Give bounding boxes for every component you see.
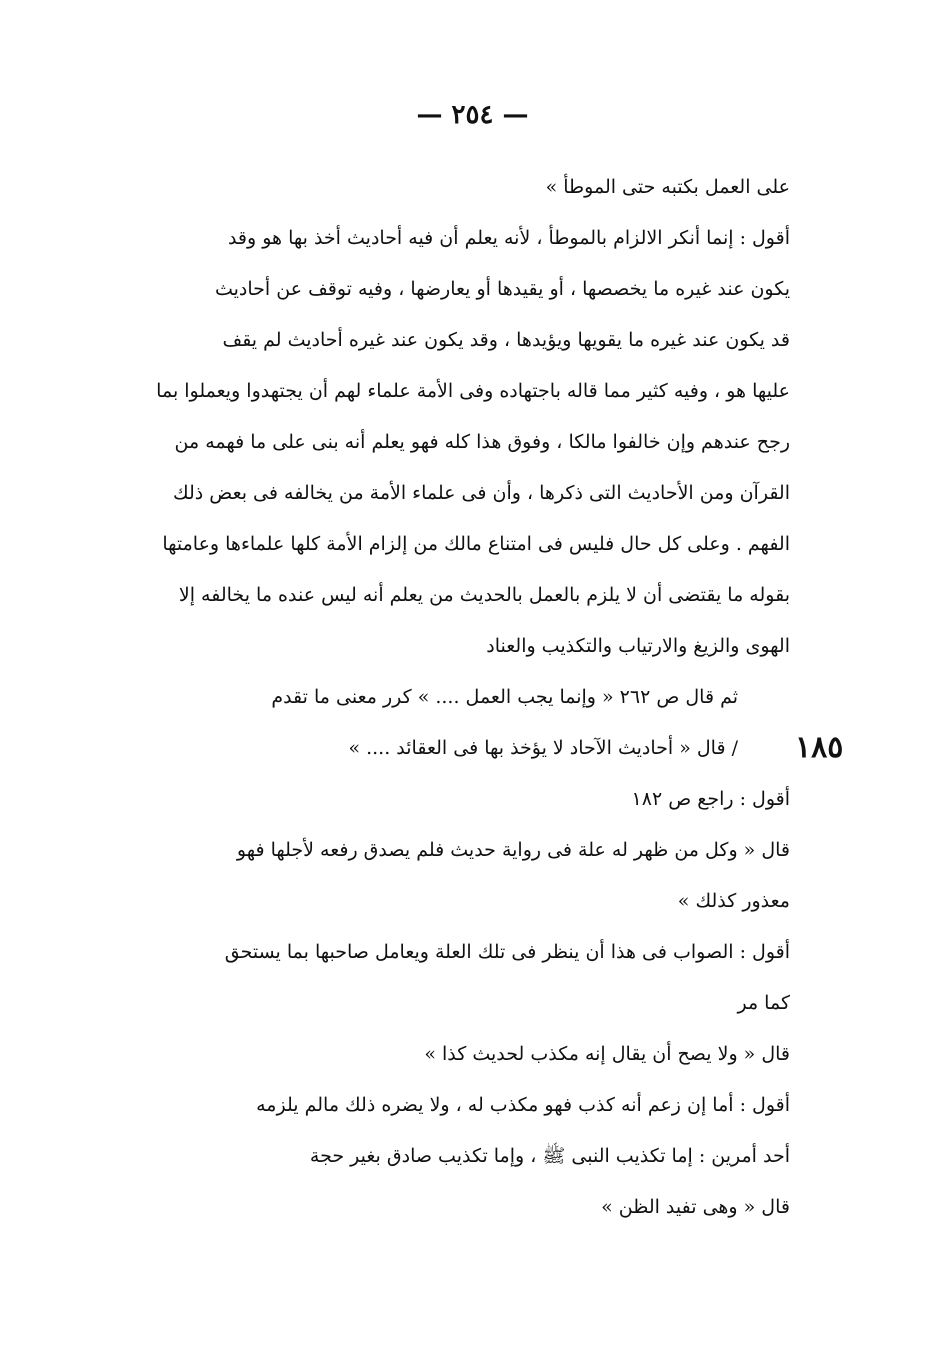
text-line: كما مر [737, 992, 790, 1014]
text-line: أحد أمرين : إما تكذيب النبى ﷺ ، وإما تكذيب صادق بغير حجة [309, 1145, 790, 1167]
text-line: أقول : إنما أنكر الالزام بالموطأ ، لأنه يعلم أن فيه أحاديث أخذ بها هو وقد [227, 227, 790, 249]
text-line: قد يكون عند غيره ما يقويها ويؤيدها ، وقد يكون عند غيره أحاديث لم يقف [222, 329, 790, 351]
text-line: ثم قال ص ٢٦٢ « وإنما يجب العمل .... » كرر معنى ما تقدم [271, 686, 738, 708]
text-line: معذور كذلك » [677, 890, 790, 912]
text-line: أقول : الصواب فى هذا أن ينظر فى تلك العلة ويعامل صاحبها بما يستحق [224, 941, 790, 963]
text-line: قال « ولا يصح أن يقال إنه مكذب لحديث كذا » [424, 1043, 790, 1065]
text-line: الهوى والزيغ والارتياب والتكذيب والعناد [486, 635, 790, 657]
text-block [150, 162, 790, 1233]
text-line: القرآن ومن الأحاديث التى ذكرها ، وأن فى علماء الأمة من يخالفه فى بعض ذلك [172, 482, 790, 504]
text-line: قال « وكل من ظهر له علة فى رواية حديث فلم يصدق رفعه لأجلها فهو [236, 839, 790, 861]
text-line: أقول : أما إن زعم أنه كذب فهو مكذب له ، ولا يضره ذلك مالم يلزمه [256, 1094, 790, 1116]
page-number: — ٢٥٤ — [416, 100, 529, 130]
text-line: يكون عند غيره ما يخصصها ، أو يقيدها أو يعارضها ، وفيه توقف عن أحاديث [214, 278, 790, 300]
text-line: عليها هو ، وفيه كثير مما قاله باجتهاده وفى الأمة علماء لهم أن يجتهدوا ويعملوا بما [156, 380, 790, 402]
margin-number: ١٨٥ [795, 730, 844, 765]
text-line: بقوله ما يقتضى أن لا يلزم بالعمل بالحديث من يعلم أنه ليس عنده ما يخالفه إلا [178, 584, 790, 606]
text-line: رجح عندهم وإن خالفوا مالكا ، وفوق هذا كله فهو يعلم أنه بنى على ما فهمه من [174, 431, 790, 453]
text-line: أقول : راجع ص ١٨٢ [631, 788, 790, 810]
text-line: الفهم . وعلى كل حال فليس فى امتناع مالك من إلزام الأمة كلها علماءها وعامتها [162, 533, 790, 555]
text-line: على العمل بكتبه حتى الموطأ » [545, 176, 790, 198]
text-line: / قال « أحاديث الآحاد لا يؤخذ بها فى العقائد .... » [348, 737, 738, 759]
text-line: قال « وهى تفيد الظن » [601, 1196, 790, 1218]
